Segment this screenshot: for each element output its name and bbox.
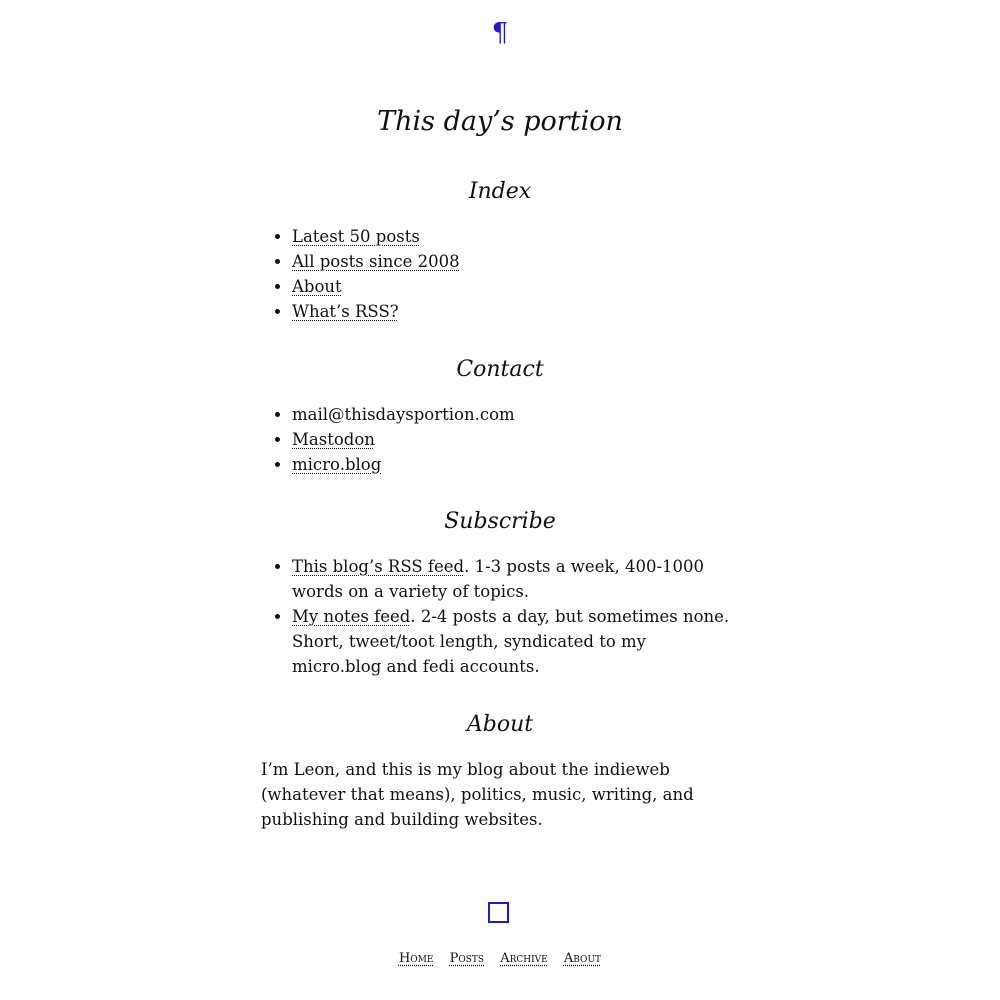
list-item xyxy=(292,299,731,324)
list-item xyxy=(292,402,731,427)
footer-about-link[interactable]: About xyxy=(563,951,602,966)
mastodon-link[interactable]: Mastodon xyxy=(292,430,375,449)
footer-posts-link[interactable]: Posts xyxy=(449,951,485,966)
about-text: I’m Leon, and this is my blog about the indieweb (whatever that means), politics, music, writing, and publishing and building websites. xyxy=(261,760,694,829)
list-item xyxy=(292,249,731,274)
list-item xyxy=(292,604,731,679)
subscribe-heading: Subscribe xyxy=(444,509,556,534)
contact-heading: Contact xyxy=(456,357,544,382)
contact-email: mail@thisdaysportion.com xyxy=(292,405,515,424)
list-item xyxy=(292,224,731,249)
site-title: This day’s portion xyxy=(377,106,623,137)
index-heading: Index xyxy=(468,179,532,204)
notes-feed-description: . 2-4 posts a day, but sometimes none. Short, tweet/toot length, syndicated to my micro.blog and fedi accounts. xyxy=(292,607,730,676)
blog-rss-feed-link[interactable]: This blog’s RSS feed xyxy=(292,557,465,576)
list-item xyxy=(292,554,731,604)
list-item xyxy=(292,274,731,299)
contact-list xyxy=(261,402,731,477)
footer-nav xyxy=(0,949,1000,969)
home-pilcrow-link[interactable]: ¶ xyxy=(491,18,509,48)
about-heading: About xyxy=(466,712,534,737)
index-list xyxy=(261,224,731,324)
footer-archive-link[interactable]: Archive xyxy=(500,951,548,966)
latest-posts-link[interactable]: Latest 50 posts xyxy=(292,227,420,246)
whats-rss-link[interactable]: What’s RSS? xyxy=(292,302,399,321)
footer-square-icon xyxy=(488,902,509,923)
list-item xyxy=(292,452,731,477)
subscribe-list xyxy=(261,554,731,679)
notes-feed-link[interactable]: My notes feed xyxy=(292,607,411,626)
about-link[interactable]: About xyxy=(292,277,342,296)
list-item xyxy=(292,427,731,452)
microblog-link[interactable]: micro.blog xyxy=(292,455,382,474)
all-posts-link[interactable]: All posts since 2008 xyxy=(292,252,460,271)
blog-rss-feed-description: . 1-3 posts a week, 400-1000 words on a variety of topics. xyxy=(292,557,705,601)
footer-home-link[interactable]: Home xyxy=(398,951,434,966)
